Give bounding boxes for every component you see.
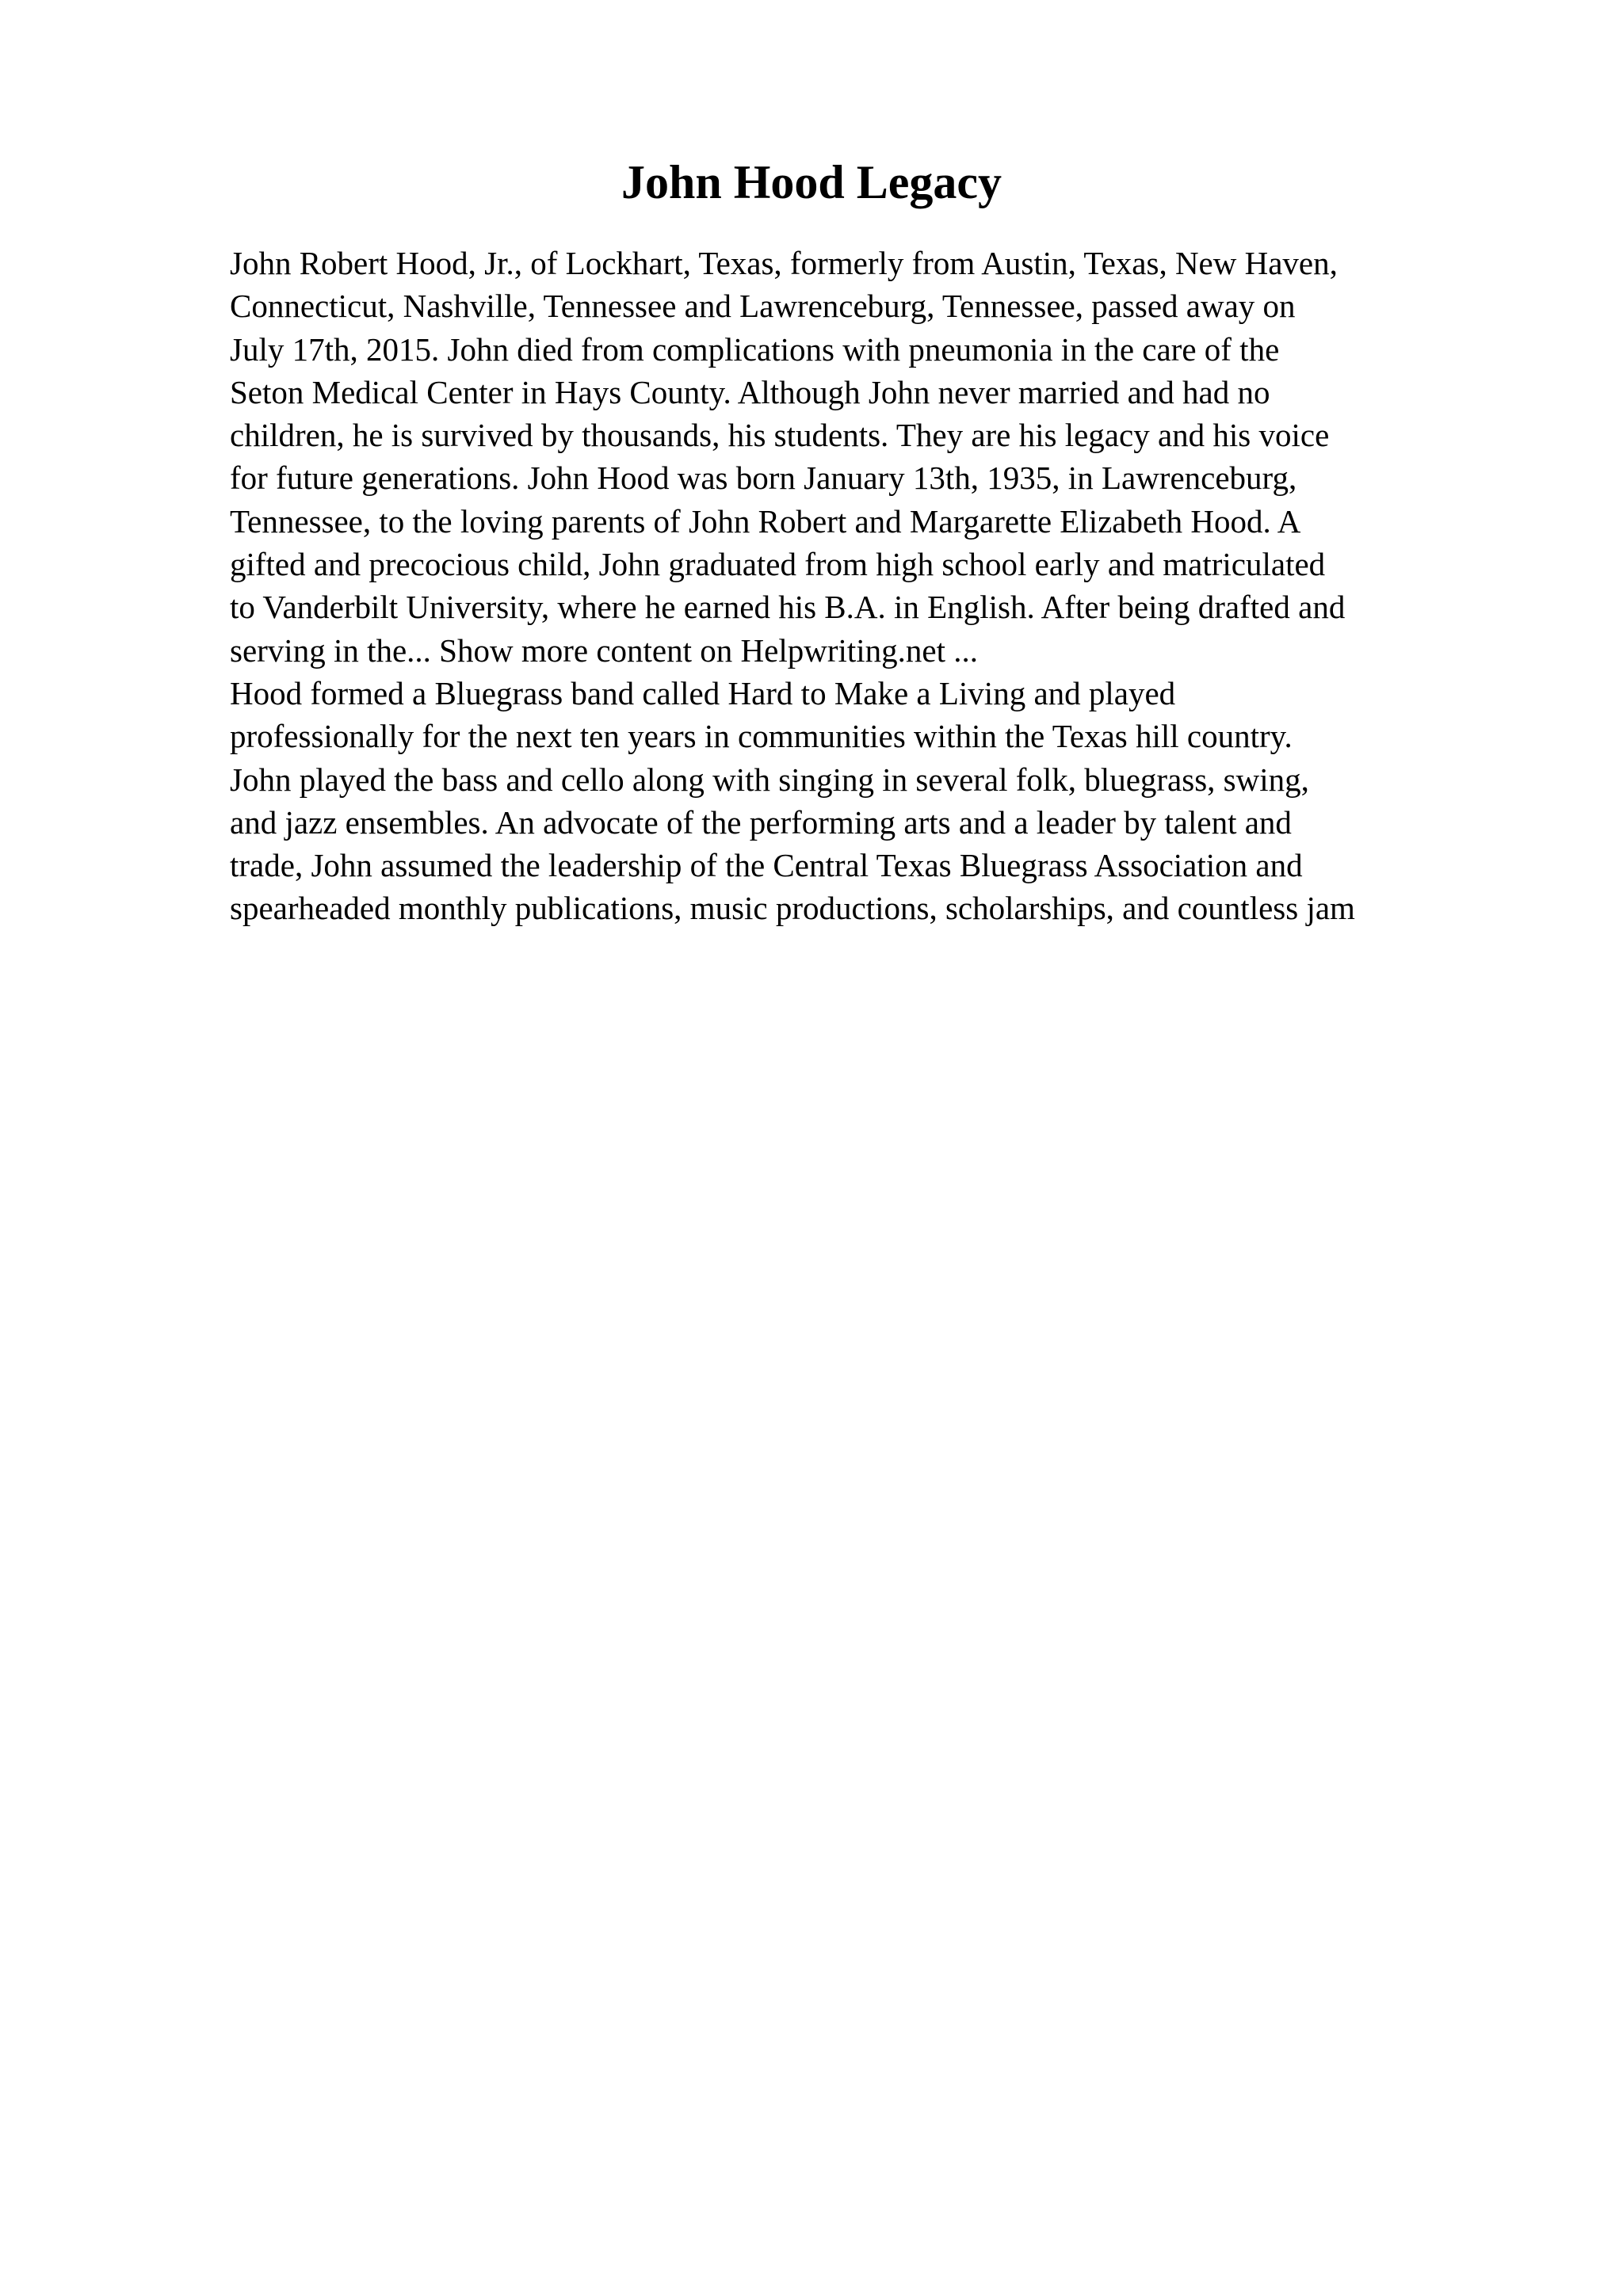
document-body — [230, 242, 1514, 930]
body-line: serving in the... Show more content on Helpwriting.net ... — [230, 631, 978, 669]
body-line: trade, John assumed the leadership of the Central Texas Bluegrass Association and — [230, 847, 1303, 884]
body-line: to Vanderbilt University, where he earned his B.A. in English. After being drafted and — [230, 589, 1346, 626]
body-line: for future generations. John Hood was born January 13th, 1935, in Lawrenceburg, — [230, 460, 1297, 497]
body-line: Hood formed a Bluegrass band called Hard to Make a Living and played — [230, 674, 1176, 711]
body-line: spearheaded monthly publications, music productions, scholarships, and countless jam — [230, 890, 1355, 927]
body-line: John played the bass and cello along with singing in several folk, bluegrass, swing, — [230, 761, 1309, 798]
document-title: John Hood Legacy — [621, 156, 1002, 208]
body-line: Connecticut, Nashville, Tennessee and Lawrenceburg, Tennessee, passed away on — [230, 288, 1296, 325]
body-line: and jazz ensembles. An advocate of the performing arts and a leader by talent and — [230, 803, 1292, 841]
body-line: gifted and precocious child, John graduated from high school early and matriculated — [230, 546, 1326, 583]
body-line: July 17th, 2015. John died from complications with pneumonia in the care of the — [230, 330, 1280, 368]
body-line: children, he is survived by thousands, his students. They are his legacy and his voice — [230, 417, 1330, 454]
body-line: Seton Medical Center in Hays County. Although John never married and had no — [230, 373, 1270, 410]
body-line: Tennessee, to the loving parents of John Robert and Margarette Elizabeth Hood. A — [230, 502, 1301, 540]
body-line: professionally for the next ten years in communities within the Texas hill country. — [230, 718, 1293, 755]
body-line: John Robert Hood, Jr., of Lockhart, Texas, formerly from Austin, Texas, New Haven, — [230, 245, 1338, 281]
